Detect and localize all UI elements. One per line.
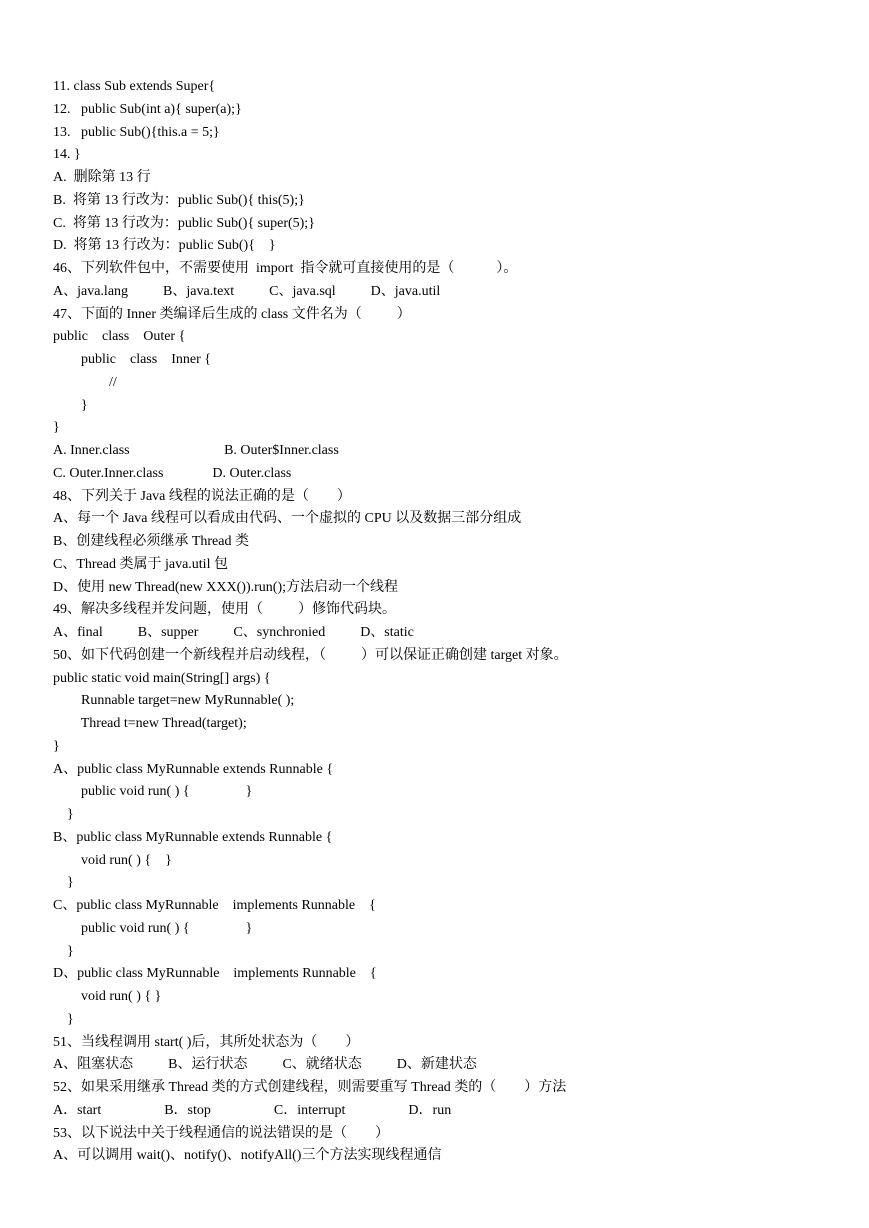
text-line: C、public class MyRunnable implements Runnable { — [53, 898, 376, 913]
text-line: B、public class MyRunnable extends Runnable { — [53, 829, 333, 845]
text-line: 51、当线程调用 start( )后，其所处状态为（ ） — [53, 1034, 360, 1050]
text-line: 11. class Sub extends Super{ — [53, 79, 216, 94]
text-line: 46、下列软件包中，不需要使用 import 指令就可直接使用的是（ ）。 — [53, 261, 518, 276]
text-line: 53、以下说法中关于线程通信的说法错误的是（ ） — [53, 1125, 389, 1141]
text-line: D、使用 new Thread(new XXX()).run();方法启动一个线程 — [53, 579, 399, 595]
text-line: 48、下列关于 Java 线程的说法正确的是（ ） — [53, 488, 351, 504]
text-line: A、public class MyRunnable extends Runnable { — [53, 761, 334, 777]
text-line: C、Thread 类属于 java.util 包 — [53, 556, 228, 572]
text-line: A、java.lang B、java.text C、java.sql D、java.util — [53, 283, 441, 299]
text-line: B、创建线程必须继承 Thread 类 — [53, 534, 249, 549]
text-line: void run( ) { } — [53, 989, 162, 1004]
text-line: 13. public Sub(){this.a = 5;} — [53, 124, 220, 140]
text-line: public class Inner { — [53, 352, 211, 367]
text-line: } — [53, 875, 74, 891]
text-line: } — [53, 420, 60, 436]
text-line: 14. } — [53, 147, 81, 163]
text-line: public class Outer { — [53, 329, 186, 345]
text-line: public static void main(String[] args) { — [53, 670, 271, 686]
text-line: Runnable target=new MyRunnable( ); — [53, 693, 295, 709]
text-line: 47、下面的 Inner 类编译后生成的 class 文件名为（ ） — [53, 306, 411, 322]
text-line: A. Inner.class B. Outer$Inner.class — [53, 443, 339, 458]
text-line: A、可以调用 wait()、notify()、notifyAll()三个方法实现线程通信 — [53, 1148, 442, 1164]
text-line: // — [53, 374, 117, 390]
text-line: void run( ) { } — [53, 852, 172, 868]
text-line: 12. public Sub(int a){ super(a);} — [53, 101, 242, 117]
text-line: A．start B．stop C．interrupt D．run — [53, 1102, 452, 1118]
text-line: } — [53, 738, 60, 754]
text-line: C. Outer.Inner.class D. Outer.class — [53, 465, 292, 481]
text-line: A、每一个 Java 线程可以看成由代码、一个虚拟的 CPU 以及数据三部分组成 — [53, 511, 522, 527]
text-line: D、public class MyRunnable implements Runnable { — [53, 966, 377, 982]
text-line: } — [53, 943, 74, 959]
text-line: 50、如下代码创建一个新线程并启动线程，（ ）可以保证正确创建 target 对象。 — [53, 647, 568, 663]
text-line: public void run( ) { } — [53, 784, 253, 800]
text-line: } — [53, 397, 88, 413]
text-line: B. 将第 13 行改为：public Sub(){ this(5);} — [53, 192, 305, 208]
text-line: 49、解决多线程并发问题，使用（ ）修饰代码块。 — [53, 602, 396, 618]
text-line: A. 删除第 13 行 — [53, 170, 151, 185]
text-line: public void run( ) { } — [53, 920, 253, 936]
text-line: } — [53, 1011, 74, 1027]
text-line: A、阻塞状态 B、运行状态 C、就绪状态 D、新建状态 — [53, 1057, 477, 1073]
text-line: D. 将第 13 行改为：public Sub(){ } — [53, 238, 276, 254]
text-line: A、final B、supper C、synchronied D、static — [53, 625, 414, 640]
text-line: } — [53, 807, 74, 822]
text-line: 52、如果采用继承 Thread 类的方式创建线程，则需要重写 Thread 类的（ ）方法 — [53, 1080, 567, 1095]
text-line: C. 将第 13 行改为：public Sub(){ super(5);} — [53, 215, 315, 231]
text-line: Thread t=new Thread(target); — [53, 716, 247, 731]
